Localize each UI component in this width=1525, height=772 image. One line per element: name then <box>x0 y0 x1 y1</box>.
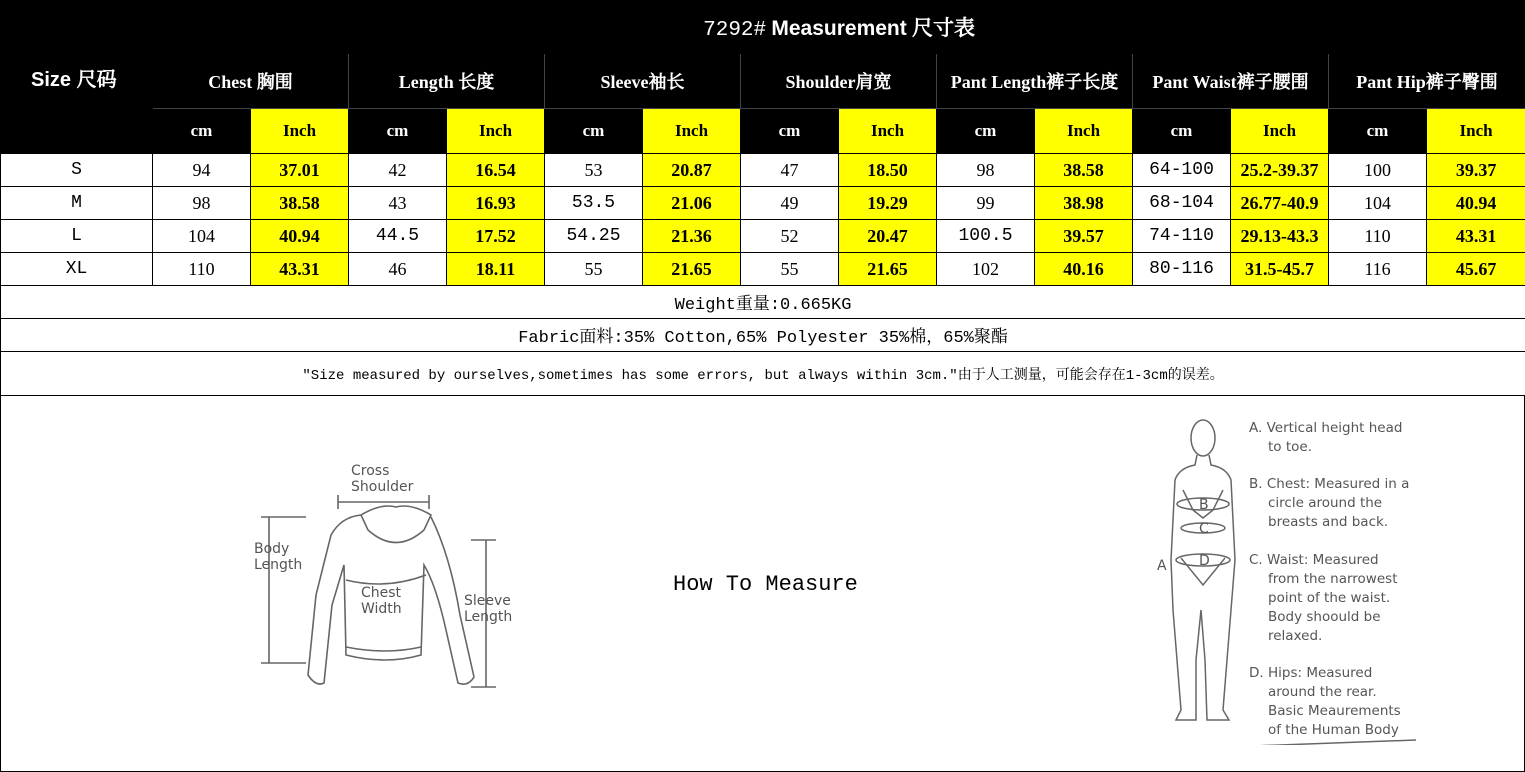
unit-header-inch: Inch <box>643 109 741 154</box>
cm-cell: 74-110 <box>1133 220 1231 253</box>
group-header: Sleeve袖长 <box>545 54 741 109</box>
body-note-line: to toe. <box>1268 439 1312 455</box>
inch-cell: 17.52 <box>447 220 545 253</box>
body-note-line: relaxed. <box>1268 628 1323 644</box>
inch-cell: 38.58 <box>1035 154 1133 187</box>
group-header: Pant Hip裤子臀围 <box>1329 54 1525 109</box>
measure-note: "Size measured by ourselves,sometimes has some errors, but always within 3cm."由于人工测量，可能会存在1-3cm的误差。 <box>1 352 1525 396</box>
unit-header-cm: cm <box>1133 109 1231 154</box>
chest-width-label-2: Width <box>361 601 402 617</box>
cm-cell: 64-100 <box>1133 154 1231 187</box>
size-cell: M <box>1 187 153 220</box>
weight-row: Weight重量:0.665KG <box>1 286 1525 319</box>
unit-header-cm: cm <box>153 109 251 154</box>
cm-cell: 53 <box>545 154 643 187</box>
body-length-label-2: Length <box>254 557 303 573</box>
inch-cell: 38.58 <box>251 187 349 220</box>
cross-shoulder-label-2: Shoulder <box>351 479 414 495</box>
sleeve-length-label-1: Sleeve <box>464 593 511 609</box>
cm-cell: 55 <box>741 253 839 286</box>
inch-cell: 19.29 <box>839 187 937 220</box>
cross-shoulder-label-1: Cross <box>351 463 390 479</box>
unit-header-inch: Inch <box>251 109 349 154</box>
inch-cell: 21.06 <box>643 187 741 220</box>
table-title <box>153 1 1525 54</box>
body-note-line: circle around the <box>1268 495 1383 511</box>
body-note-line: around the rear. <box>1268 684 1377 700</box>
cm-cell: 110 <box>1329 220 1427 253</box>
group-header: Pant Length裤子长度 <box>937 54 1133 109</box>
label-d: D <box>1199 553 1210 569</box>
body-note-line: point of the waist. <box>1268 590 1391 606</box>
inch-cell: 38.98 <box>1035 187 1133 220</box>
cm-cell: 52 <box>741 220 839 253</box>
inch-cell: 39.57 <box>1035 220 1133 253</box>
inch-cell: 40.94 <box>251 220 349 253</box>
body-note-line: Body shoould be <box>1268 609 1381 625</box>
title-cn: 尺寸表 <box>912 16 976 40</box>
fabric-row: Fabric面料:35% Cotton,65% Polyester 35%棉，65%聚酯 <box>1 319 1525 352</box>
cm-cell: 99 <box>937 187 1035 220</box>
inch-cell: 31.5-45.7 <box>1231 253 1329 286</box>
inch-cell: 40.94 <box>1427 187 1525 220</box>
unit-header-inch: Inch <box>447 109 545 154</box>
unit-header-cm: cm <box>1329 109 1427 154</box>
inch-cell: 21.36 <box>643 220 741 253</box>
inch-cell: 43.31 <box>251 253 349 286</box>
group-header: Length 长度 <box>349 54 545 109</box>
inch-cell: 21.65 <box>839 253 937 286</box>
cm-cell: 80-116 <box>1133 253 1231 286</box>
cm-cell: 46 <box>349 253 447 286</box>
unit-header-inch: Inch <box>1427 109 1525 154</box>
body-length-label-1: Body <box>254 541 290 557</box>
inch-cell: 45.67 <box>1427 253 1525 286</box>
size-header <box>1 1 153 154</box>
table-row <box>1 187 1525 220</box>
size-cell: L <box>1 220 153 253</box>
how-to-measure-title: How To Measure <box>673 572 858 597</box>
size-header-en: Size <box>31 68 72 91</box>
cm-cell: 100.5 <box>937 220 1035 253</box>
body-note-line: D. Hips: Measured <box>1249 665 1373 681</box>
body-diagram <box>1141 410 1431 745</box>
label-c: C <box>1199 521 1209 537</box>
cm-cell: 43 <box>349 187 447 220</box>
how-to-measure-panel <box>0 395 1525 772</box>
cm-cell: 116 <box>1329 253 1427 286</box>
group-header: Pant Waist裤子腰围 <box>1133 54 1329 109</box>
size-cell: XL <box>1 253 153 286</box>
body-note-line: C. Waist: Measured <box>1249 552 1379 568</box>
unit-header-cm: cm <box>937 109 1035 154</box>
cm-cell: 98 <box>153 187 251 220</box>
group-header: Chest 胸围 <box>153 54 349 109</box>
unit-header-cm: cm <box>349 109 447 154</box>
size-header-cn: 尺码 <box>76 68 117 91</box>
inch-cell: 16.93 <box>447 187 545 220</box>
cm-cell: 110 <box>153 253 251 286</box>
cm-cell: 53.5 <box>545 187 643 220</box>
table-row <box>1 220 1525 253</box>
unit-header-inch: Inch <box>839 109 937 154</box>
inch-cell: 20.87 <box>643 154 741 187</box>
inch-cell: 25.2-39.37 <box>1231 154 1329 187</box>
sleeve-length-label-2: Length <box>464 609 513 625</box>
label-a: A <box>1157 558 1167 574</box>
cm-cell: 102 <box>937 253 1035 286</box>
inch-cell: 39.37 <box>1427 154 1525 187</box>
inch-cell: 18.50 <box>839 154 937 187</box>
body-note-line: Basic Meaurements <box>1268 703 1401 719</box>
cm-cell: 68-104 <box>1133 187 1231 220</box>
inch-cell: 43.31 <box>1427 220 1525 253</box>
size-cell: S <box>1 154 153 187</box>
cm-cell: 42 <box>349 154 447 187</box>
unit-header-inch: Inch <box>1035 109 1133 154</box>
cm-cell: 100 <box>1329 154 1427 187</box>
cm-cell: 54.25 <box>545 220 643 253</box>
inch-cell: 21.65 <box>643 253 741 286</box>
cm-cell: 104 <box>1329 187 1427 220</box>
cm-cell: 98 <box>937 154 1035 187</box>
inch-cell: 18.11 <box>447 253 545 286</box>
cm-cell: 55 <box>545 253 643 286</box>
title-main: Measurement <box>771 17 907 40</box>
body-note-line: breasts and back. <box>1268 514 1389 530</box>
sweater-diagram <box>246 455 536 700</box>
cm-cell: 94 <box>153 154 251 187</box>
body-note-line: B. Chest: Measured in a <box>1249 476 1410 492</box>
table-row <box>1 154 1525 187</box>
unit-header-cm: cm <box>741 109 839 154</box>
title-prefix: 7292# <box>703 19 767 42</box>
inch-cell: 29.13-43.3 <box>1231 220 1329 253</box>
inch-cell: 20.47 <box>839 220 937 253</box>
unit-header-cm: cm <box>545 109 643 154</box>
cm-cell: 47 <box>741 154 839 187</box>
body-note-line: of the Human Body <box>1268 722 1399 738</box>
body-notes <box>1249 420 1409 738</box>
cm-cell: 44.5 <box>349 220 447 253</box>
cm-cell: 49 <box>741 187 839 220</box>
inch-cell: 40.16 <box>1035 253 1133 286</box>
inch-cell: 37.01 <box>251 154 349 187</box>
inch-cell: 26.77-40.9 <box>1231 187 1329 220</box>
cm-cell: 104 <box>153 220 251 253</box>
unit-header-inch: Inch <box>1231 109 1329 154</box>
body-note-line: from the narrowest <box>1268 571 1398 587</box>
table-row <box>1 253 1525 286</box>
label-b: B <box>1199 497 1209 513</box>
group-header: Shoulder肩宽 <box>741 54 937 109</box>
body-note-line: A. Vertical height head <box>1249 420 1403 436</box>
inch-cell: 16.54 <box>447 154 545 187</box>
chest-width-label-1: Chest <box>361 585 402 601</box>
